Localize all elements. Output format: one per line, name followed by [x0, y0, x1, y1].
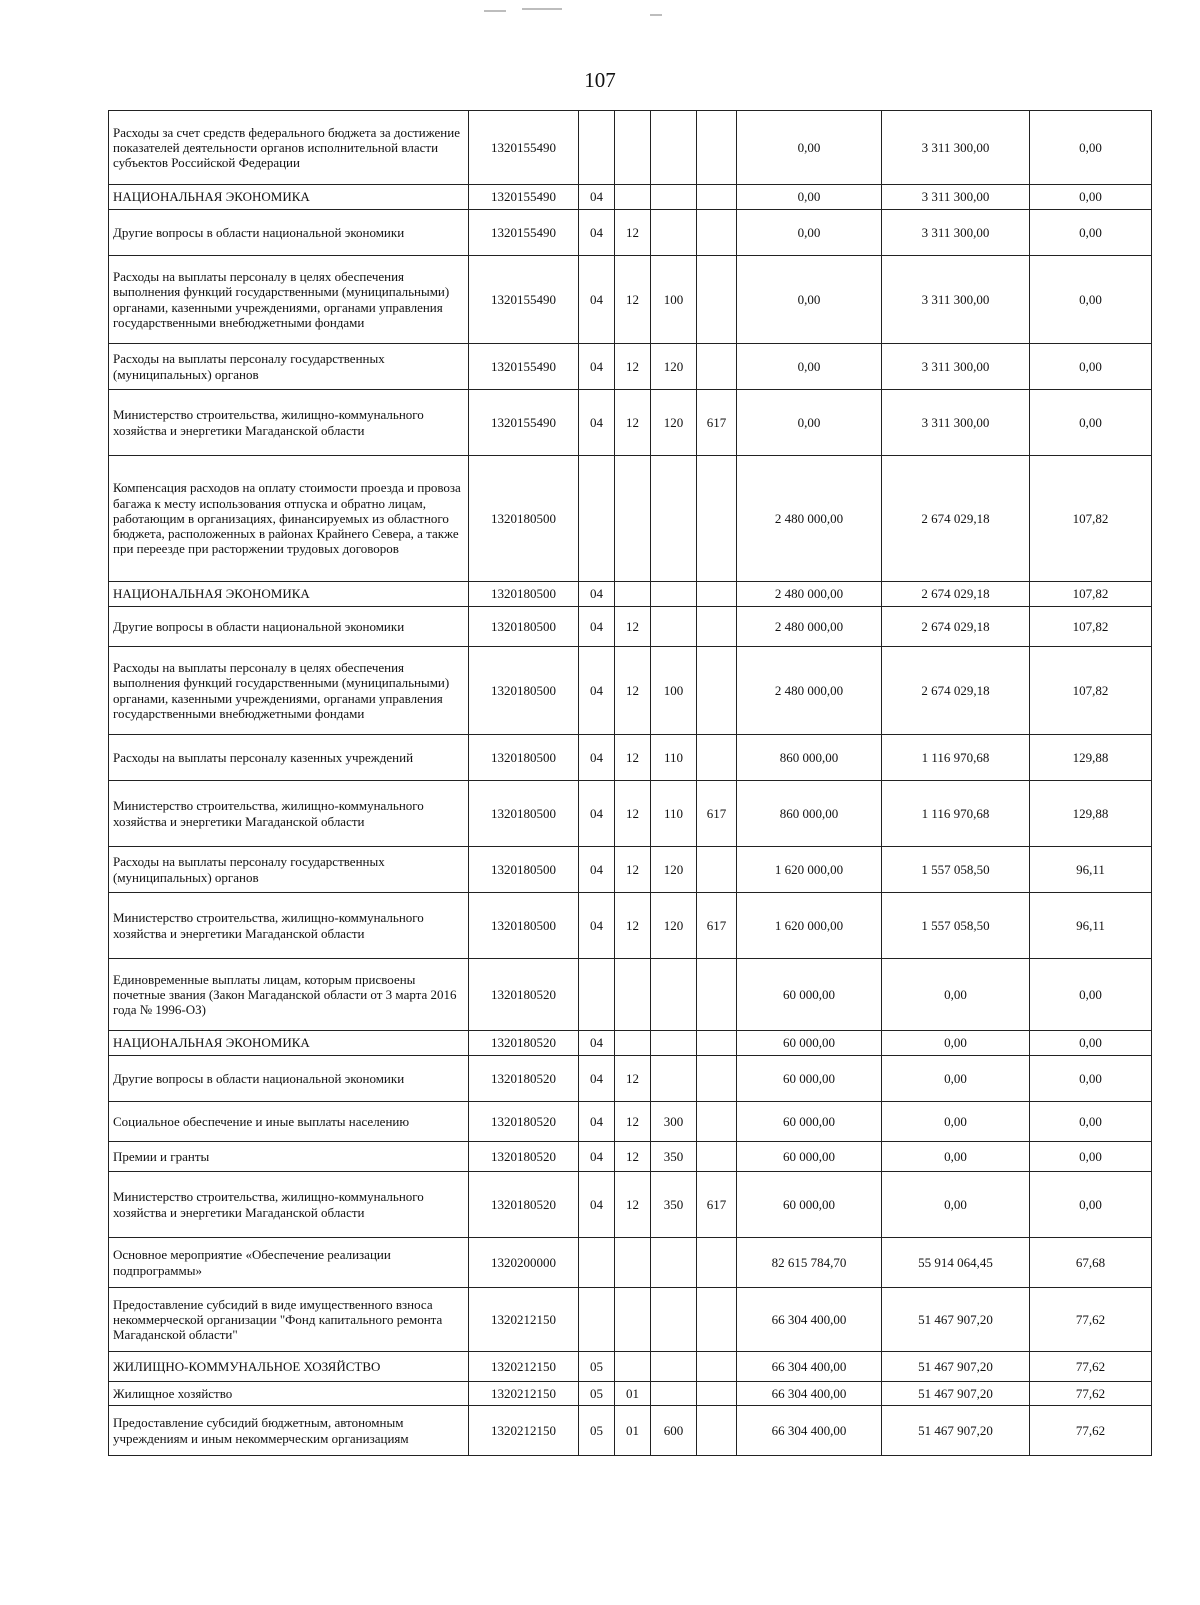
cell-fact: 3 311 300,00: [882, 185, 1030, 210]
cell-name: Расходы на выплаты персоналу казенных учреждений: [109, 735, 469, 781]
cell-pct: 107,82: [1030, 582, 1152, 607]
cell-plan: 66 304 400,00: [737, 1288, 882, 1352]
cell-gr: [697, 210, 737, 256]
cell-name: НАЦИОНАЛЬНАЯ ЭКОНОМИКА: [109, 1031, 469, 1056]
cell-code: 1320212150: [469, 1288, 579, 1352]
cell-plan: 60 000,00: [737, 1031, 882, 1056]
cell-fact: 3 311 300,00: [882, 111, 1030, 185]
table-row: [109, 185, 1152, 210]
cell-gr: [697, 959, 737, 1031]
cell-plan: 60 000,00: [737, 959, 882, 1031]
cell-code: 1320180520: [469, 1142, 579, 1172]
cell-sec: 04: [579, 1142, 615, 1172]
cell-fact: 1 116 970,68: [882, 781, 1030, 847]
table-row: [109, 1056, 1152, 1102]
cell-sec: 04: [579, 607, 615, 647]
cell-gr: 617: [697, 390, 737, 456]
cell-vr: 110: [651, 735, 697, 781]
cell-code: 1320180520: [469, 1031, 579, 1056]
cell-sec: 04: [579, 582, 615, 607]
cell-gr: [697, 111, 737, 185]
cell-fact: 1 116 970,68: [882, 735, 1030, 781]
table-row: [109, 1288, 1152, 1352]
cell-sec: 04: [579, 735, 615, 781]
cell-code: 1320155490: [469, 210, 579, 256]
cell-gr: [697, 847, 737, 893]
cell-fact: 51 467 907,20: [882, 1382, 1030, 1406]
table-row: [109, 959, 1152, 1031]
cell-sub: 12: [615, 256, 651, 344]
cell-sub: [615, 1352, 651, 1382]
cell-gr: 617: [697, 781, 737, 847]
cell-fact: 0,00: [882, 1031, 1030, 1056]
cell-vr: 300: [651, 1102, 697, 1142]
table-row: [109, 1172, 1152, 1238]
cell-pct: 129,88: [1030, 781, 1152, 847]
cell-code: 1320180500: [469, 647, 579, 735]
cell-plan: 2 480 000,00: [737, 582, 882, 607]
cell-sub: 12: [615, 847, 651, 893]
cell-gr: [697, 647, 737, 735]
cell-pct: 0,00: [1030, 185, 1152, 210]
cell-plan: 82 615 784,70: [737, 1238, 882, 1288]
cell-fact: 3 311 300,00: [882, 256, 1030, 344]
cell-pct: 0,00: [1030, 959, 1152, 1031]
cell-plan: 2 480 000,00: [737, 607, 882, 647]
table-row: [109, 1406, 1152, 1456]
cell-name: Социальное обеспечение и иные выплаты населению: [109, 1102, 469, 1142]
cell-gr: [697, 607, 737, 647]
cell-plan: 60 000,00: [737, 1056, 882, 1102]
cell-pct: 0,00: [1030, 210, 1152, 256]
cell-code: 1320180520: [469, 1102, 579, 1142]
cell-name: Расходы на выплаты персоналу государственных (муниципальных) органов: [109, 847, 469, 893]
cell-name: Расходы на выплаты персоналу в целях обеспечения выполнения функций государственными (муниципальными) органами, казенными учреждениями, органами управления государственными внебюджетными фондами: [109, 256, 469, 344]
cell-fact: 0,00: [882, 1056, 1030, 1102]
cell-vr: [651, 456, 697, 582]
cell-fact: 51 467 907,20: [882, 1352, 1030, 1382]
cell-plan: 60 000,00: [737, 1102, 882, 1142]
cell-sub: 01: [615, 1382, 651, 1406]
cell-fact: 1 557 058,50: [882, 847, 1030, 893]
cell-fact: 0,00: [882, 1102, 1030, 1142]
cell-plan: 0,00: [737, 210, 882, 256]
cell-plan: 2 480 000,00: [737, 456, 882, 582]
cell-name: Предоставление субсидий бюджетным, автономным учреждениям и иным некоммерческим организациям: [109, 1406, 469, 1456]
cell-plan: 2 480 000,00: [737, 647, 882, 735]
cell-pct: 77,62: [1030, 1382, 1152, 1406]
cell-sec: 05: [579, 1382, 615, 1406]
cell-name: НАЦИОНАЛЬНАЯ ЭКОНОМИКА: [109, 582, 469, 607]
cell-code: 1320155490: [469, 111, 579, 185]
cell-name: НАЦИОНАЛЬНАЯ ЭКОНОМИКА: [109, 185, 469, 210]
cell-plan: 66 304 400,00: [737, 1352, 882, 1382]
cell-vr: 100: [651, 647, 697, 735]
cell-fact: 2 674 029,18: [882, 456, 1030, 582]
cell-sec: 04: [579, 256, 615, 344]
cell-sec: 05: [579, 1406, 615, 1456]
cell-name: Расходы на выплаты персоналу государственных (муниципальных) органов: [109, 344, 469, 390]
cell-sub: 12: [615, 1172, 651, 1238]
cell-name: Расходы на выплаты персоналу в целях обеспечения выполнения функций государственными (муниципальными) органами, казенными учреждениями, органами управления государственными внебюджетными фондами: [109, 647, 469, 735]
cell-sec: [579, 456, 615, 582]
cell-code: 1320180500: [469, 893, 579, 959]
cell-gr: [697, 1238, 737, 1288]
cell-fact: 0,00: [882, 1142, 1030, 1172]
cell-sub: 12: [615, 607, 651, 647]
cell-code: 1320180520: [469, 1056, 579, 1102]
cell-code: 1320212150: [469, 1382, 579, 1406]
cell-sub: [615, 582, 651, 607]
table-row: [109, 456, 1152, 582]
table-row: [109, 647, 1152, 735]
cell-fact: 51 467 907,20: [882, 1406, 1030, 1456]
cell-vr: [651, 1238, 697, 1288]
table-row: [109, 344, 1152, 390]
cell-fact: 2 674 029,18: [882, 607, 1030, 647]
table-row: [109, 1142, 1152, 1172]
cell-fact: 0,00: [882, 1172, 1030, 1238]
page-number: 107: [584, 68, 616, 92]
cell-sub: [615, 959, 651, 1031]
cell-plan: 66 304 400,00: [737, 1406, 882, 1456]
cell-pct: 0,00: [1030, 1142, 1152, 1172]
cell-sec: 04: [579, 1031, 615, 1056]
cell-vr: 110: [651, 781, 697, 847]
cell-vr: 600: [651, 1406, 697, 1456]
scan-artifact: [522, 8, 562, 10]
cell-pct: 67,68: [1030, 1238, 1152, 1288]
cell-name: Министерство строительства, жилищно-коммунального хозяйства и энергетики Магаданской области: [109, 893, 469, 959]
cell-sec: 04: [579, 185, 615, 210]
table-row: [109, 1031, 1152, 1056]
cell-vr: [651, 111, 697, 185]
cell-sub: 12: [615, 1056, 651, 1102]
cell-name: Основное мероприятие «Обеспечение реализации подпрограммы»: [109, 1238, 469, 1288]
cell-name: Единовременные выплаты лицам, которым присвоены почетные звания (Закон Магаданской области от 3 марта 2016 года № 1996-ОЗ): [109, 959, 469, 1031]
cell-sub: 12: [615, 781, 651, 847]
cell-sec: [579, 1238, 615, 1288]
table-row: [109, 781, 1152, 847]
cell-code: 1320180500: [469, 607, 579, 647]
cell-pct: 107,82: [1030, 607, 1152, 647]
cell-sub: [615, 1288, 651, 1352]
cell-pct: 0,00: [1030, 256, 1152, 344]
cell-pct: 0,00: [1030, 1056, 1152, 1102]
cell-vr: [651, 210, 697, 256]
cell-sub: 12: [615, 735, 651, 781]
cell-sec: 05: [579, 1352, 615, 1382]
scan-artifact: [650, 14, 662, 16]
cell-pct: 0,00: [1030, 1172, 1152, 1238]
cell-code: 1320180500: [469, 456, 579, 582]
cell-code: 1320180500: [469, 582, 579, 607]
cell-fact: 1 557 058,50: [882, 893, 1030, 959]
cell-plan: 60 000,00: [737, 1142, 882, 1172]
table-row: [109, 1382, 1152, 1406]
cell-pct: 0,00: [1030, 390, 1152, 456]
cell-pct: 96,11: [1030, 847, 1152, 893]
cell-vr: 120: [651, 344, 697, 390]
cell-vr: [651, 1056, 697, 1102]
cell-plan: 60 000,00: [737, 1172, 882, 1238]
cell-pct: 96,11: [1030, 893, 1152, 959]
cell-plan: 66 304 400,00: [737, 1382, 882, 1406]
table-row: [109, 1238, 1152, 1288]
table-row: [109, 256, 1152, 344]
cell-plan: 0,00: [737, 390, 882, 456]
table-row: [109, 1352, 1152, 1382]
cell-vr: 120: [651, 893, 697, 959]
cell-plan: 1 620 000,00: [737, 847, 882, 893]
cell-fact: 2 674 029,18: [882, 647, 1030, 735]
cell-gr: [697, 344, 737, 390]
cell-name: Другие вопросы в области национальной экономики: [109, 607, 469, 647]
cell-name: Министерство строительства, жилищно-коммунального хозяйства и энергетики Магаданской области: [109, 781, 469, 847]
cell-fact: 0,00: [882, 959, 1030, 1031]
cell-vr: [651, 959, 697, 1031]
cell-code: 1320212150: [469, 1352, 579, 1382]
cell-pct: 77,62: [1030, 1406, 1152, 1456]
cell-pct: 0,00: [1030, 344, 1152, 390]
cell-plan: 0,00: [737, 111, 882, 185]
cell-name: Другие вопросы в области национальной экономики: [109, 1056, 469, 1102]
cell-code: 1320200000: [469, 1238, 579, 1288]
cell-vr: [651, 607, 697, 647]
cell-vr: 120: [651, 847, 697, 893]
cell-gr: [697, 1288, 737, 1352]
cell-sec: [579, 1288, 615, 1352]
cell-name: Другие вопросы в области национальной экономики: [109, 210, 469, 256]
cell-code: 1320155490: [469, 390, 579, 456]
cell-name: ЖИЛИЩНО-КОММУНАЛЬНОЕ ХОЗЯЙСТВО: [109, 1352, 469, 1382]
cell-vr: [651, 1031, 697, 1056]
cell-pct: 77,62: [1030, 1288, 1152, 1352]
cell-sec: [579, 111, 615, 185]
cell-sub: [615, 185, 651, 210]
cell-plan: 860 000,00: [737, 735, 882, 781]
cell-sub: [615, 1238, 651, 1288]
cell-vr: 350: [651, 1142, 697, 1172]
cell-vr: 100: [651, 256, 697, 344]
cell-vr: [651, 1382, 697, 1406]
cell-vr: 350: [651, 1172, 697, 1238]
cell-plan: 1 620 000,00: [737, 893, 882, 959]
cell-code: 1320155490: [469, 344, 579, 390]
cell-sub: 12: [615, 647, 651, 735]
cell-pct: 129,88: [1030, 735, 1152, 781]
cell-gr: [697, 1102, 737, 1142]
cell-gr: [697, 1352, 737, 1382]
cell-sec: 04: [579, 344, 615, 390]
table-row: [109, 1102, 1152, 1142]
cell-fact: 55 914 064,45: [882, 1238, 1030, 1288]
table-row: [109, 735, 1152, 781]
cell-gr: [697, 735, 737, 781]
cell-fact: 51 467 907,20: [882, 1288, 1030, 1352]
table-row: [109, 893, 1152, 959]
cell-pct: 107,82: [1030, 456, 1152, 582]
cell-gr: [697, 1142, 737, 1172]
cell-vr: 120: [651, 390, 697, 456]
cell-sec: 04: [579, 1056, 615, 1102]
cell-code: 1320180500: [469, 781, 579, 847]
cell-fact: 3 311 300,00: [882, 390, 1030, 456]
cell-sub: 12: [615, 1102, 651, 1142]
cell-sec: 04: [579, 647, 615, 735]
cell-gr: 617: [697, 893, 737, 959]
cell-name: Расходы за счет средств федерального бюджета за достижение показателей деятельности органов исполнительной власти субъектов Российской Федерации: [109, 111, 469, 185]
cell-plan: 0,00: [737, 185, 882, 210]
cell-code: 1320180520: [469, 1172, 579, 1238]
cell-vr: [651, 582, 697, 607]
cell-sec: 04: [579, 847, 615, 893]
cell-sec: 04: [579, 210, 615, 256]
cell-sec: [579, 959, 615, 1031]
cell-sec: 04: [579, 1172, 615, 1238]
cell-vr: [651, 1288, 697, 1352]
cell-fact: 3 311 300,00: [882, 344, 1030, 390]
cell-vr: [651, 185, 697, 210]
cell-sub: [615, 1031, 651, 1056]
cell-pct: 0,00: [1030, 1031, 1152, 1056]
cell-code: 1320155490: [469, 185, 579, 210]
cell-fact: 3 311 300,00: [882, 210, 1030, 256]
table-row: [109, 582, 1152, 607]
cell-fact: 2 674 029,18: [882, 582, 1030, 607]
cell-vr: [651, 1352, 697, 1382]
cell-code: 1320155490: [469, 256, 579, 344]
cell-gr: 617: [697, 1172, 737, 1238]
cell-plan: 0,00: [737, 256, 882, 344]
cell-code: 1320180520: [469, 959, 579, 1031]
cell-pct: 0,00: [1030, 1102, 1152, 1142]
cell-name: Компенсация расходов на оплату стоимости проезда и провоза багажа к месту использования отпуска и обратно лицам, работающим в организациях, финансируемых из областного бюджета, расположенных в районах Крайнего Севера, а также при переезде при расторжении трудовых договоров: [109, 456, 469, 582]
cell-sub: 12: [615, 893, 651, 959]
cell-gr: [697, 1056, 737, 1102]
cell-code: 1320180500: [469, 735, 579, 781]
cell-sub: 12: [615, 210, 651, 256]
table-row: [109, 210, 1152, 256]
cell-code: 1320212150: [469, 1406, 579, 1456]
cell-sub: 12: [615, 1142, 651, 1172]
cell-gr: [697, 1406, 737, 1456]
cell-pct: 107,82: [1030, 647, 1152, 735]
cell-name: Премии и гранты: [109, 1142, 469, 1172]
cell-plan: 860 000,00: [737, 781, 882, 847]
cell-name: Предоставление субсидий в виде имущественного взноса некоммерческой организации "Фонд капитального ремонта Магаданской области": [109, 1288, 469, 1352]
scan-artifact: [484, 10, 506, 12]
cell-code: 1320180500: [469, 847, 579, 893]
budget-table: [108, 110, 1152, 1456]
cell-pct: 77,62: [1030, 1352, 1152, 1382]
table-row: [109, 607, 1152, 647]
cell-sec: 04: [579, 1102, 615, 1142]
cell-gr: [697, 1382, 737, 1406]
cell-gr: [697, 582, 737, 607]
cell-sub: [615, 111, 651, 185]
cell-sub: 01: [615, 1406, 651, 1456]
cell-sec: 04: [579, 390, 615, 456]
cell-name: Жилищное хозяйство: [109, 1382, 469, 1406]
cell-sub: 12: [615, 344, 651, 390]
cell-plan: 0,00: [737, 344, 882, 390]
cell-gr: [697, 456, 737, 582]
cell-gr: [697, 256, 737, 344]
table-row: [109, 847, 1152, 893]
cell-sub: 12: [615, 390, 651, 456]
cell-gr: [697, 185, 737, 210]
cell-pct: 0,00: [1030, 111, 1152, 185]
table-row: [109, 390, 1152, 456]
cell-name: Министерство строительства, жилищно-коммунального хозяйства и энергетики Магаданской области: [109, 1172, 469, 1238]
table-row: [109, 111, 1152, 185]
cell-name: Министерство строительства, жилищно-коммунального хозяйства и энергетики Магаданской области: [109, 390, 469, 456]
cell-sec: 04: [579, 781, 615, 847]
cell-sub: [615, 456, 651, 582]
cell-gr: [697, 1031, 737, 1056]
cell-sec: 04: [579, 893, 615, 959]
